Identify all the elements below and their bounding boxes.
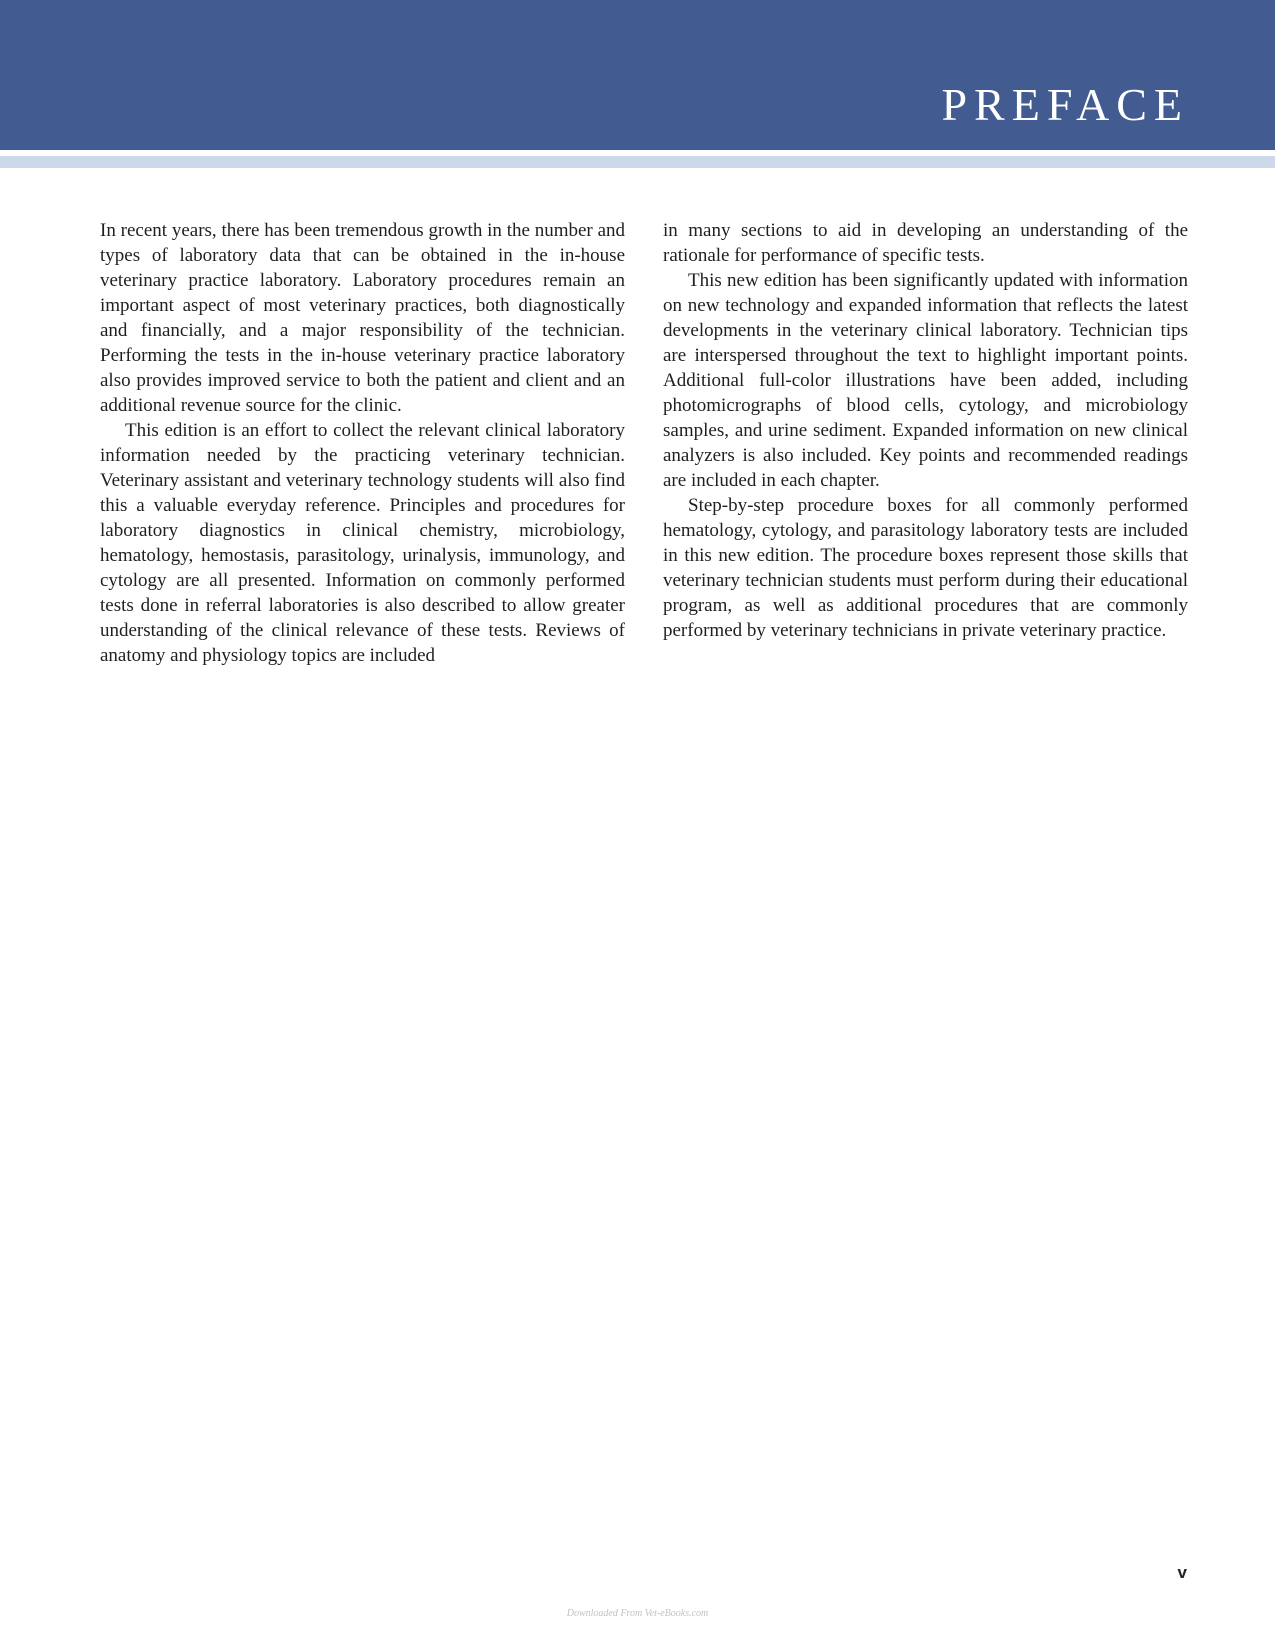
page-title: PREFACE [941,79,1189,130]
page-number: v [1177,1563,1187,1582]
left-column [100,218,625,668]
header-band [0,0,1275,150]
right-column [663,218,1188,668]
paragraph: In recent years, there has been tremendous growth in the number and types of laboratory data that can be obtained in the in-house veterinary practice laboratory. Laboratory procedures remain an important aspect of most veterinary practices, both diagnostically and financially, and a major responsibility of the technician. Performing the tests in the in-house veterinary practice laboratory also provides improved service to both the patient and client and an additional revenue source for the clinic. [100,220,625,416]
watermark-text: Downloaded From Vet-eBooks.com [566,1608,709,1619]
preface-body [100,218,1188,668]
paragraph: in many sections to aid in developing an understanding of the rationale for performance of specific tests. [663,220,1188,266]
header-stripe [0,156,1275,168]
paragraph: Step-by-step procedure boxes for all commonly performed hematology, cytology, and parasitology laboratory tests are included in this new edition. The procedure boxes represent those skills that veterinary technician students must perform during their educational program, as well as additional procedures that are commonly performed by veterinary technicians in private veterinary practice. [663,495,1188,641]
paragraph: This edition is an effort to collect the relevant clinical laboratory information needed by the practicing veterinary technician. Veterinary assistant and veterinary technology students will also find this a valuable everyday reference. Principles and procedures for laboratory diagnostics in clinical chemistry, microbiology, hematology, hemostasis, parasitology, urinalysis, immunology, and cytology are all presented. Information on commonly performed tests done in referral laboratories is also described to allow greater understanding of the clinical relevance of these tests. Reviews of anatomy and physiology topics are included [100,420,625,666]
paragraph: This new edition has been significantly updated with information on new technology and expanded information that reflects the latest developments in the veterinary clinical laboratory. Technician tips are interspersed throughout the text to highlight important points. Additional full-color illustrations have been added, including photomicrographs of blood cells, cytology, and microbiology samples, and urine sediment. Expanded information on new clinical analyzers is also included. Key points and recommended readings are included in each chapter. [663,270,1188,491]
